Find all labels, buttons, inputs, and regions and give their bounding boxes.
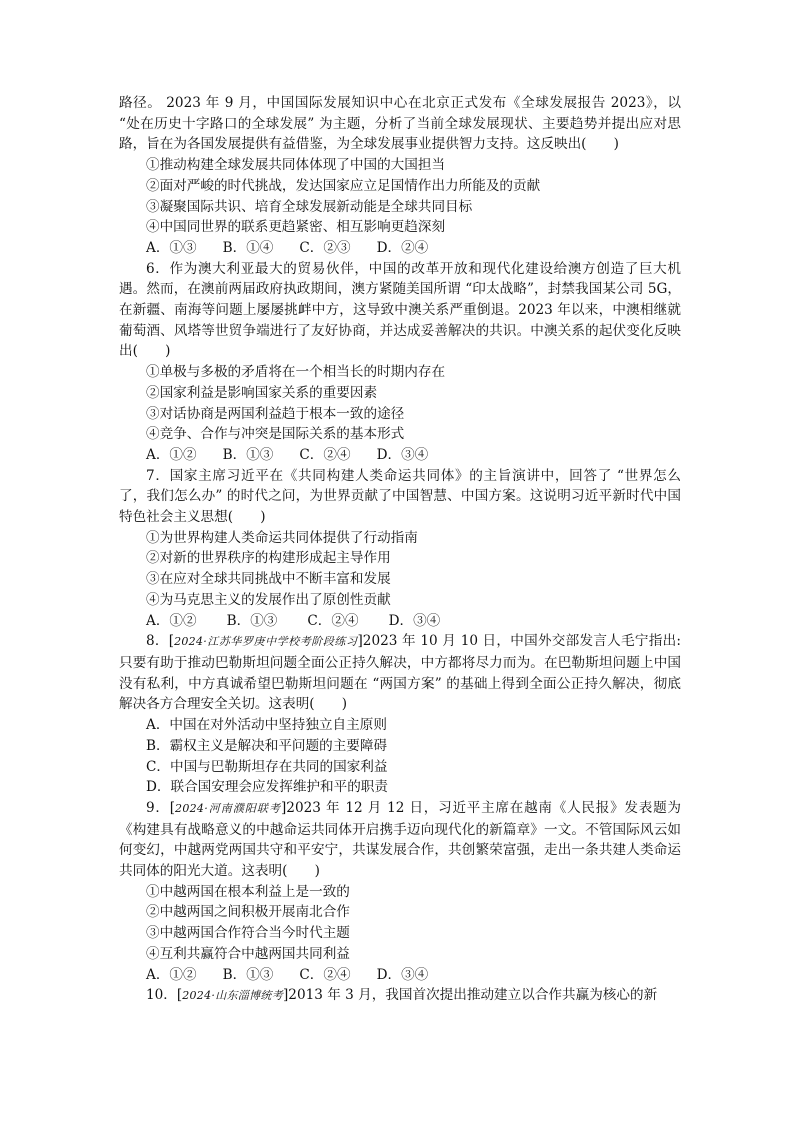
- choice-b: B．①③: [222, 966, 274, 983]
- choice-c: C．②④: [299, 966, 351, 983]
- choice-c: C．②④: [307, 612, 359, 629]
- statement-option: ②中越两国之间积极开展南北合作: [146, 904, 350, 921]
- question-stem: [119, 985, 681, 1007]
- choice-a: A．①②: [146, 966, 197, 983]
- choice-c: C．②④: [299, 446, 351, 463]
- exam-page: [119, 93, 681, 1007]
- question-6: [119, 259, 681, 466]
- question-10: [119, 985, 681, 1007]
- choice-d: D．③④: [388, 612, 441, 629]
- choice-b: B．①④: [222, 239, 274, 256]
- statement-option: ③在应对全球共同挑战中不断丰富和发展: [146, 571, 391, 588]
- statement-option: ①推动构建全球发展共同体体现了中国的大国担当: [146, 157, 446, 174]
- question-9: [119, 798, 681, 985]
- statement-option: ④为马克思主义的发展作出了原创性贡献: [146, 591, 391, 608]
- answer-choices: [119, 611, 681, 632]
- question-stem: 7．国家主席习近平在《共同构建人类命运共同体》的主旨演讲中，回答了 “世界怎么了，我们怎么办” 的时代之问，为世界贡献了中国智慧、中国方案。这说明习近平新时代中国特色社会主义思想( ): [119, 467, 681, 526]
- statement-option: ①单极与多极的矛盾将在一个相当长的时期内存在: [146, 364, 446, 381]
- question-number: 9．[: [146, 799, 176, 816]
- statement-option: ④中国同世界的联系更趋紧密、相互影响更趋深刻: [146, 219, 446, 236]
- choice-a: A．①②: [146, 446, 197, 463]
- statement-option: ③凝聚国际共识、培育全球发展新动能是全球共同目标: [146, 198, 473, 215]
- choice-d: D．③④: [376, 446, 429, 463]
- statement-option: ①中越两国在根本利益上是一致的: [146, 883, 350, 900]
- question-5-continuation: [119, 93, 681, 259]
- question-text: ]2023 年 10 月 10 日，中国外交部发言人毛宁指出: 只要有助于推动巴勒斯坦问题全面公正持久解决，中方都将尽力而为。在巴勒斯坦问题上中国没有私利，中方真诚希望巴勒斯坦问题在 “两国方案” 的基础上得到全面公正持久解决，彻底解决各方合理安全关切。这表明( ): [119, 633, 681, 713]
- choice-b: B．①③: [226, 612, 278, 629]
- question-number: 8．[: [146, 633, 175, 650]
- question-source: 2024·河南濮阳联考: [175, 801, 281, 815]
- statement-option: ③对话协商是两国利益趋于根本一致的途径: [146, 405, 405, 422]
- question-8: [119, 631, 681, 798]
- statement-option: ②对新的世界秩序的构建形成起主导作用: [146, 550, 391, 567]
- choice-a: A．中国在对外活动中坚持独立自主原则: [146, 717, 387, 734]
- choice-c: C．中国与巴勒斯坦存在共同的国家利益: [146, 758, 388, 775]
- answer-choices: [119, 965, 681, 986]
- statement-option: ①为世界构建人类命运共同体提供了行动指南: [146, 529, 418, 546]
- choice-d: D．②④: [376, 239, 429, 256]
- question-stem: 路径。 2023 年 9 月，中国国际发展知识中心在北京正式发布《全球发展报告 2023》，以 “处在历史十字路口的全球发展” 为主题，分析了当前全球发展现状、主要趋势并提出应对思路，旨在为各国发展提供有益借鉴，为全球发展事业提供智力支持。这反映出( ): [119, 95, 681, 153]
- choice-a: A．①③: [146, 239, 197, 256]
- choice-b: B．①③: [222, 446, 274, 463]
- choice-d: D．③④: [376, 966, 429, 983]
- choice-a: A．①②: [146, 612, 197, 629]
- answer-choices: [119, 238, 681, 259]
- statement-option: ②面对严峻的时代挑战，发达国家应立足国情作出力所能及的贡献: [146, 177, 541, 194]
- answer-choices: [119, 445, 681, 466]
- choice-d: D．联合国安理会应发挥维护和平的职责: [146, 779, 388, 796]
- question-stem: [119, 798, 681, 882]
- question-stem: 6．作为澳大利亚最大的贸易伙伴，中国的改革开放和现代化建设给澳方创造了巨大机遇。然而，在澳前两届政府执政期间，澳方紧随美国所谓 “印太战略”，封禁我国某公司 5G，在新疆、南海等问题上屡屡挑衅中方，这导致中澳关系严重倒退。2023 年以来，中澳相继就葡萄酒、风塔等世贸争端进行了友好协商，并达成妥善解决的共识。中澳关系的起伏变化反映出( ): [119, 260, 681, 360]
- question-source: 2024·山东淄博统考: [182, 989, 283, 1003]
- question-stem: [119, 631, 681, 715]
- statement-option: ②国家利益是影响国家关系的重要因素: [146, 384, 378, 401]
- statement-option: ④竞争、合作与冲突是国际关系的基本形式: [146, 426, 405, 443]
- question-text: ]2023 年 12 月 12 日，习近平主席在越南《人民报》发表题为《构建具有战略意义的中越命运共同体开启携手迈向现代化的新篇章》一文。不管国际风云如何变幻，中越两党两国共守和平安宁，共谋发展合作，共创繁荣富强，走出一条共建人类命运共同体的阳光大道。这表明( ): [119, 799, 682, 880]
- question-number: 10．[: [146, 987, 183, 1004]
- question-7: [119, 466, 681, 632]
- statement-option: ③中越两国合作符合当今时代主题: [146, 925, 350, 942]
- choice-b: B．霸权主义是解决和平问题的主要障碍: [146, 737, 388, 754]
- question-source: 2024·江苏华罗庚中学校考阶段练习: [174, 635, 358, 649]
- question-text: ]2013 年 3 月，我国首次提出推动建立以合作共赢为核心的新: [283, 987, 658, 1004]
- choice-c: C．②③: [299, 239, 351, 256]
- statement-option: ④互利共赢符合中越两国共同利益: [146, 945, 350, 962]
